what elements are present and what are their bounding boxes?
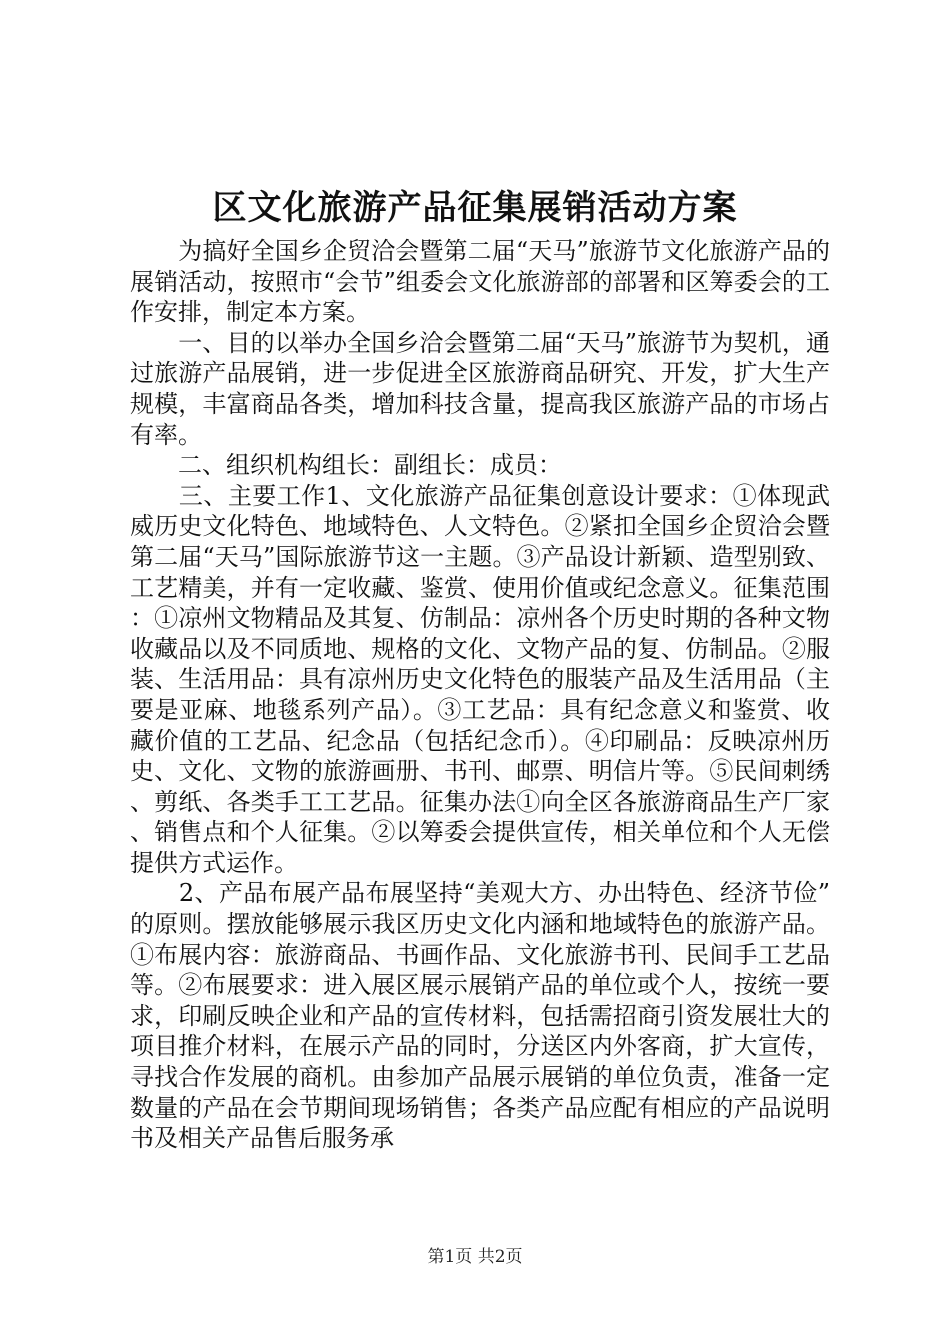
document-body xyxy=(130,236,830,1154)
page-number-footer: 第1页 共2页 xyxy=(427,1247,523,1267)
document-title: 区文化旅游产品征集展销活动方案 xyxy=(212,188,738,228)
paragraph-exhibition: 2、产品布展产品布展坚持“美观大方、办出特色、经济节俭”的原则。摆放能够展示我区历史文化内涵和地域特色的旅游产品。①布展内容：旅游商品、书画作品、文化旅游书刊、民间手工艺品等。②布展要求：进入展区展示展销产品的单位或个人，按统一要求，印刷反映企业和产品的宣传材料，包括需招商引资发展壮大的项目推介材料，在展示产品的同时，分送区内外客商，扩大宣传，寻找合作发展的商机。由参加产品展示展销的单位负责，准备一定数量的产品在会节期间现场销售；各类产品应配有相应的产品说明书及相关产品售后服务承 xyxy=(130,879,830,1153)
paragraph-organization: 二、组织机构组长：副组长：成员： xyxy=(130,451,562,480)
paragraph-intro: 为搞好全国乡企贸洽会暨第二届“天马”旅游节文化旅游产品的展销活动，按照市“会节”组委会文化旅游部的部署和区筹委会的工作安排，制定本方案。 xyxy=(130,237,830,327)
paragraph-main-work: 三、主要工作1、文化旅游产品征集创意设计要求：①体现武威历史文化特色、地域特色、人文特色。②紧扣全国乡企贸洽会暨第二届“天马”国际旅游节这一主题。③产品设计新颖、造型别致、工艺精美，并有一定收藏、鉴赏、使用价值或纪念意义。征集范围：①凉州文物精品及其复、仿制品：凉州各个历史时期的各种文物收藏品以及不同质地、规格的文化、文物产品的复、仿制品。②服装、生活用品：具有凉州历史文化特色的服装产品及生活用品（主要是亚麻、地毯系列产品）。③工艺品：具有纪念意义和鉴赏、收藏价值的工艺品、纪念品（包括纪念币）。④印刷品：反映凉州历史、文化、文物的旅游画册、书刊、邮票、明信片等。⑤民间刺绣、剪纸、各类手工工艺品。征集办法①向全区各旅游商品生产厂家、销售点和个人征集。②以筹委会提供宣传，相关单位和个人无偿提供方式运作。 xyxy=(130,481,830,877)
paragraph-purpose: 一、目的以举办全国乡洽会暨第二届“天马”旅游节为契机，通过旅游产品展销，进一步促进全区旅游商品研究、开发，扩大生产规模，丰富商品各类，增加科技含量，提高我区旅游产品的市场占有率。 xyxy=(130,328,830,449)
